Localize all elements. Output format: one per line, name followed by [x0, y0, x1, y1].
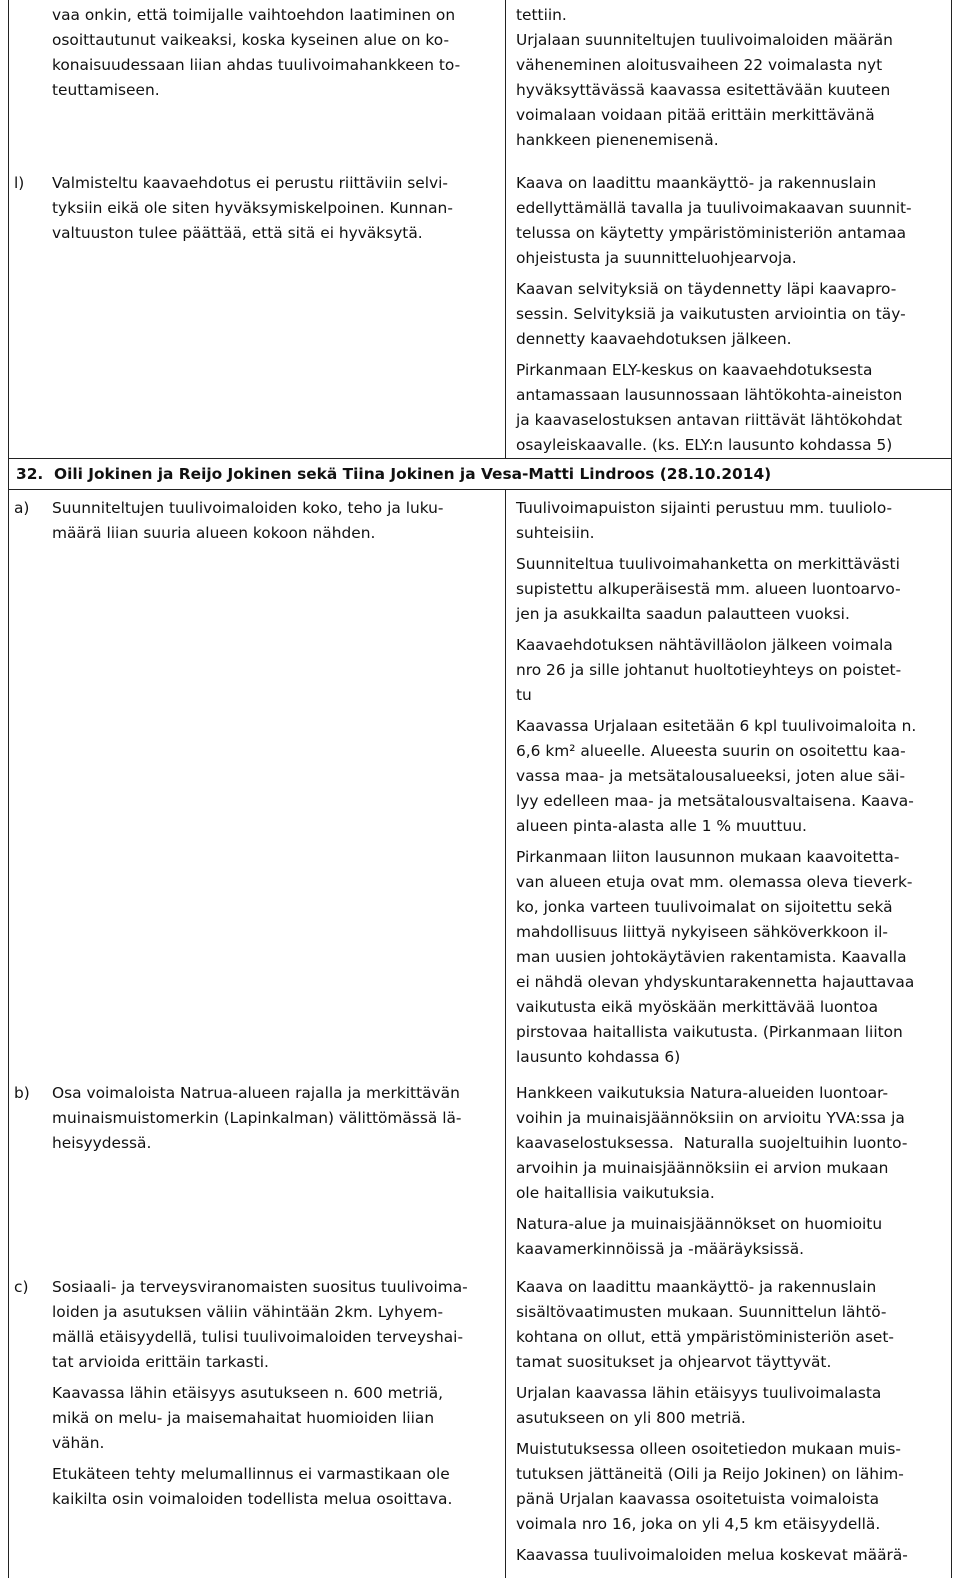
- paragraph: [516, 1081, 948, 1206]
- text-line: Muistutuksessa olleen osoitetiedon mukaan muis-: [516, 1440, 901, 1458]
- paragraph: [516, 496, 948, 546]
- text-line: ohjeistusta ja suunnitteluohjearvoja.: [516, 249, 797, 267]
- row-c-label: c): [14, 1278, 29, 1296]
- text-line: nro 26 ja sille johtanut huoltotieyhteys on poistet-: [516, 661, 902, 679]
- text-line: Kaava on laadittu maankäyttö- ja rakennuslain: [516, 1278, 877, 1296]
- row-prev-right-text: [516, 3, 948, 153]
- text-line: asutukseen on yli 800 metriä.: [516, 1409, 746, 1427]
- text-line: pirstovaa haitallista vaikutusta. (Pirkanmaan liiton: [516, 1023, 903, 1041]
- row-a-right-text: [516, 496, 948, 1070]
- text-line: ei nähdä olevan yhdyskuntarakennetta hajauttavaa: [516, 973, 915, 991]
- text-line: vaikutusta eikä myöskään merkittävää luontoa: [516, 998, 878, 1016]
- table-border-right: [951, 0, 952, 1578]
- text-line: Sosiaali- ja terveysviranomaisten suositus tuulivoima-: [52, 1278, 468, 1296]
- row-c-left-cell: [14, 1275, 492, 1512]
- row-prev-left-text: [14, 3, 492, 103]
- paragraph: [516, 714, 948, 839]
- text-line: supistettu alkuperäisestä mm. alueen luontoarvo-: [516, 580, 901, 598]
- paragraph: [52, 1381, 492, 1456]
- paragraph: [516, 277, 948, 352]
- text-line: Kaavaehdotuksen nähtävilläolon jälkeen voimala: [516, 636, 893, 654]
- row-l-label: l): [14, 174, 25, 192]
- text-line: hankkeen pienenemisenä.: [516, 131, 719, 149]
- text-line: Urjalan kaavassa lähin etäisyys tuulivoimalasta: [516, 1384, 882, 1402]
- text-line: vähän.: [52, 1434, 105, 1452]
- text-line: määrä liian suuria alueen kokoon nähden.: [52, 524, 376, 542]
- text-line: tat arvioida erittäin tarkasti.: [52, 1353, 269, 1371]
- text-line: osayleiskaavalle. (ks. ELY:n lausunto kohdassa 5): [516, 436, 893, 454]
- text-line: Kaavassa tuulivoimaloiden melua koskevat määrä-: [516, 1546, 908, 1564]
- text-line: muinaismuistomerkin (Lapinkalman) välittömässä lä-: [52, 1109, 462, 1127]
- table-border-left: [8, 0, 9, 1578]
- text-line: Kaavassa lähin etäisyys asutukseen n. 600 metriä,: [52, 1384, 444, 1402]
- text-line: Urjalaan suunniteltujen tuulivoimaloiden määrän: [516, 31, 893, 49]
- text-line: tettiin.: [516, 6, 567, 24]
- text-line: vaa onkin, että toimijalle vaihtoehdon laatiminen on: [52, 6, 456, 24]
- row-c-right-cell: [516, 1275, 948, 1568]
- text-line: valtuuston tulee päättää, että sitä ei hyväksytä.: [52, 224, 423, 242]
- text-line: voimala nro 16, joka on yli 4,5 km etäisyydellä.: [516, 1515, 881, 1533]
- text-line: Tuulivoimapuiston sijainti perustuu mm. tuuliolo-: [516, 499, 893, 517]
- text-line: sisältövaatimusten mukaan. Suunnittelun lähtö-: [516, 1303, 887, 1321]
- text-line: osoittautunut vaikeaksi, koska kyseinen alue on ko-: [52, 31, 450, 49]
- row-prev-right-cell: [516, 3, 948, 153]
- row-c-right-text: [516, 1275, 948, 1568]
- text-line: Kaavan selvityksiä on täydennetty läpi kaavapro-: [516, 280, 897, 298]
- text-line: sessin. Selvityksiä ja vaikutusten arviointia on täy-: [516, 305, 906, 323]
- section-heading: 32. Oili Jokinen ja Reijo Jokinen sekä Tiina Jokinen ja Vesa-Matti Lindroos (28.10.2014): [16, 465, 772, 483]
- text-line: teuttamiseen.: [52, 81, 160, 99]
- paragraph: [516, 1381, 948, 1431]
- text-line: suhteisiin.: [516, 524, 595, 542]
- text-line: Pirkanmaan ELY-keskus on kaavaehdotuksesta: [516, 361, 873, 379]
- text-line: Kaavassa Urjalaan esitetään 6 kpl tuulivoimaloita n.: [516, 717, 917, 735]
- text-line: väheneminen aloitusvaiheen 22 voimalasta nyt: [516, 56, 883, 74]
- text-line: dennetty kaavaehdotuksen jälkeen.: [516, 330, 792, 348]
- paragraph: [52, 1462, 492, 1512]
- text-line: tutuksen jättäneitä (Oili ja Reijo Jokinen) on lähim-: [516, 1465, 904, 1483]
- paragraph: [516, 171, 948, 271]
- text-line: Hankkeen vaikutuksia Natura-alueiden luontoar-: [516, 1084, 889, 1102]
- row-l-left-cell: [14, 171, 492, 246]
- text-line: ko, jonka varteen tuulivoimalat on sijoitettu sekä: [516, 898, 893, 916]
- text-line: ole haitallisia vaikutuksia.: [516, 1184, 715, 1202]
- text-line: voimalaan voidaan pitää erittäin merkittävänä: [516, 106, 875, 124]
- row-b-left-cell: [14, 1081, 492, 1156]
- text-line: lyy edelleen maa- ja metsätalousvaltaisena. Kaava-: [516, 792, 914, 810]
- text-line: telussa on käytetty ympäristöministeriön antamaa: [516, 224, 907, 242]
- row-l-right-cell: [516, 171, 948, 458]
- text-line: heisyydessä.: [52, 1134, 152, 1152]
- text-line: voihin ja muinaisjäännöksiin on arvioitu YVA:ssa ja: [516, 1109, 905, 1127]
- text-line: van alueen etuja ovat mm. olemassa oleva tieverk-: [516, 873, 913, 891]
- row-b-right-cell: [516, 1081, 948, 1262]
- paragraph: [516, 633, 948, 708]
- text-line: man uusien johtokäytävien rakentamista. Kaavalla: [516, 948, 907, 966]
- row-a-left-cell: [14, 496, 492, 546]
- paragraph: [516, 845, 948, 1070]
- text-line: alueen pinta-alasta alle 1 % muuttuu.: [516, 817, 807, 835]
- row-a-left-text: [14, 496, 492, 546]
- text-line: lausunto kohdassa 6): [516, 1048, 681, 1066]
- text-line: Etukäteen tehty melumallinnus ei varmastikaan ole: [52, 1465, 450, 1483]
- paragraph: [516, 358, 948, 458]
- paragraph: [516, 1275, 948, 1375]
- table-column-divider: [505, 0, 506, 458]
- paragraph: [516, 552, 948, 627]
- text-line: kaavaselostuksessa. Naturalla suojeltuihin luonto-: [516, 1134, 908, 1152]
- text-line: kaavamerkinnöissä ja -määräyksissä.: [516, 1240, 805, 1258]
- text-line: ja kaavaselostuksen antavan riittävät lähtökohdat: [516, 411, 903, 429]
- text-line: mällä etäisyydellä, tulisi tuulivoimaloiden terveyshai-: [52, 1328, 464, 1346]
- text-line: Suunniteltujen tuulivoimaloiden koko, teho ja luku-: [52, 499, 444, 517]
- row-l-right-text: [516, 171, 948, 458]
- text-line: antamassaan lausunnossaan lähtökohta-aineiston: [516, 386, 903, 404]
- text-line: kohtana on ollut, että ympäristöministeriön aset-: [516, 1328, 894, 1346]
- text-line: arvoihin ja muinaisjäännöksiin ei arvion mukaan: [516, 1159, 889, 1177]
- paragraph: [52, 1275, 492, 1375]
- table-row-divider: [8, 489, 952, 490]
- text-line: tu: [516, 686, 532, 704]
- text-line: loiden ja asutuksen väliin vähintään 2km. Lyhyem-: [52, 1303, 444, 1321]
- text-line: kaikilta osin voimaloiden todellista melua osoittava.: [52, 1490, 453, 1508]
- text-line: Kaava on laadittu maankäyttö- ja rakennuslain: [516, 174, 877, 192]
- text-line: tamat suositukset ja ohjearvot täyttyvät.: [516, 1353, 832, 1371]
- row-a-label: a): [14, 499, 30, 517]
- text-line: mahdollisuus liittyä nykyiseen sähköverkkoon il-: [516, 923, 888, 941]
- text-line: mikä on melu- ja maisemahaitat huomioiden liian: [52, 1409, 435, 1427]
- table-column-divider: [505, 489, 506, 1578]
- table-row-divider: [8, 458, 952, 459]
- row-l-left-text: [14, 171, 492, 246]
- row-a-right-cell: [516, 496, 948, 1070]
- text-line: pänä Urjalan kaavassa osoitetuista voimaloista: [516, 1490, 880, 1508]
- paragraph: [516, 1212, 948, 1262]
- text-line: Suunniteltua tuulivoimahanketta on merkittävästi: [516, 555, 900, 573]
- text-line: hyväksyttävässä kaavassa esitettävään kuuteen: [516, 81, 891, 99]
- text-line: Pirkanmaan liiton lausunnon mukaan kaavoitetta-: [516, 848, 900, 866]
- text-line: 6,6 km² alueelle. Alueesta suurin on osoitettu kaa-: [516, 742, 906, 760]
- paragraph: [516, 1543, 948, 1568]
- text-line: Valmisteltu kaavaehdotus ei perustu riittäviin selvi-: [52, 174, 448, 192]
- text-line: jen ja asukkailta saadun palautteen vuoksi.: [516, 605, 850, 623]
- row-c-left-text: [14, 1275, 492, 1512]
- text-line: Natura-alue ja muinaisjäännökset on huomioitu: [516, 1215, 883, 1233]
- row-prev-left-cell: [14, 3, 492, 103]
- row-b-label: b): [14, 1084, 30, 1102]
- paragraph: [516, 1437, 948, 1537]
- text-line: edellyttämällä tavalla ja tuulivoimakaavan suunnit-: [516, 199, 912, 217]
- row-b-left-text: [14, 1081, 492, 1156]
- text-line: vassa maa- ja metsätalousalueeksi, joten alue säi-: [516, 767, 906, 785]
- text-line: Osa voimaloista Natrua-alueen rajalla ja merkittävän: [52, 1084, 460, 1102]
- text-line: konaisuudessaan liian ahdas tuulivoimahankkeen to-: [52, 56, 461, 74]
- row-b-right-text: [516, 1081, 948, 1262]
- text-line: tyksiin eikä ole siten hyväksymiskelpoinen. Kunnan-: [52, 199, 453, 217]
